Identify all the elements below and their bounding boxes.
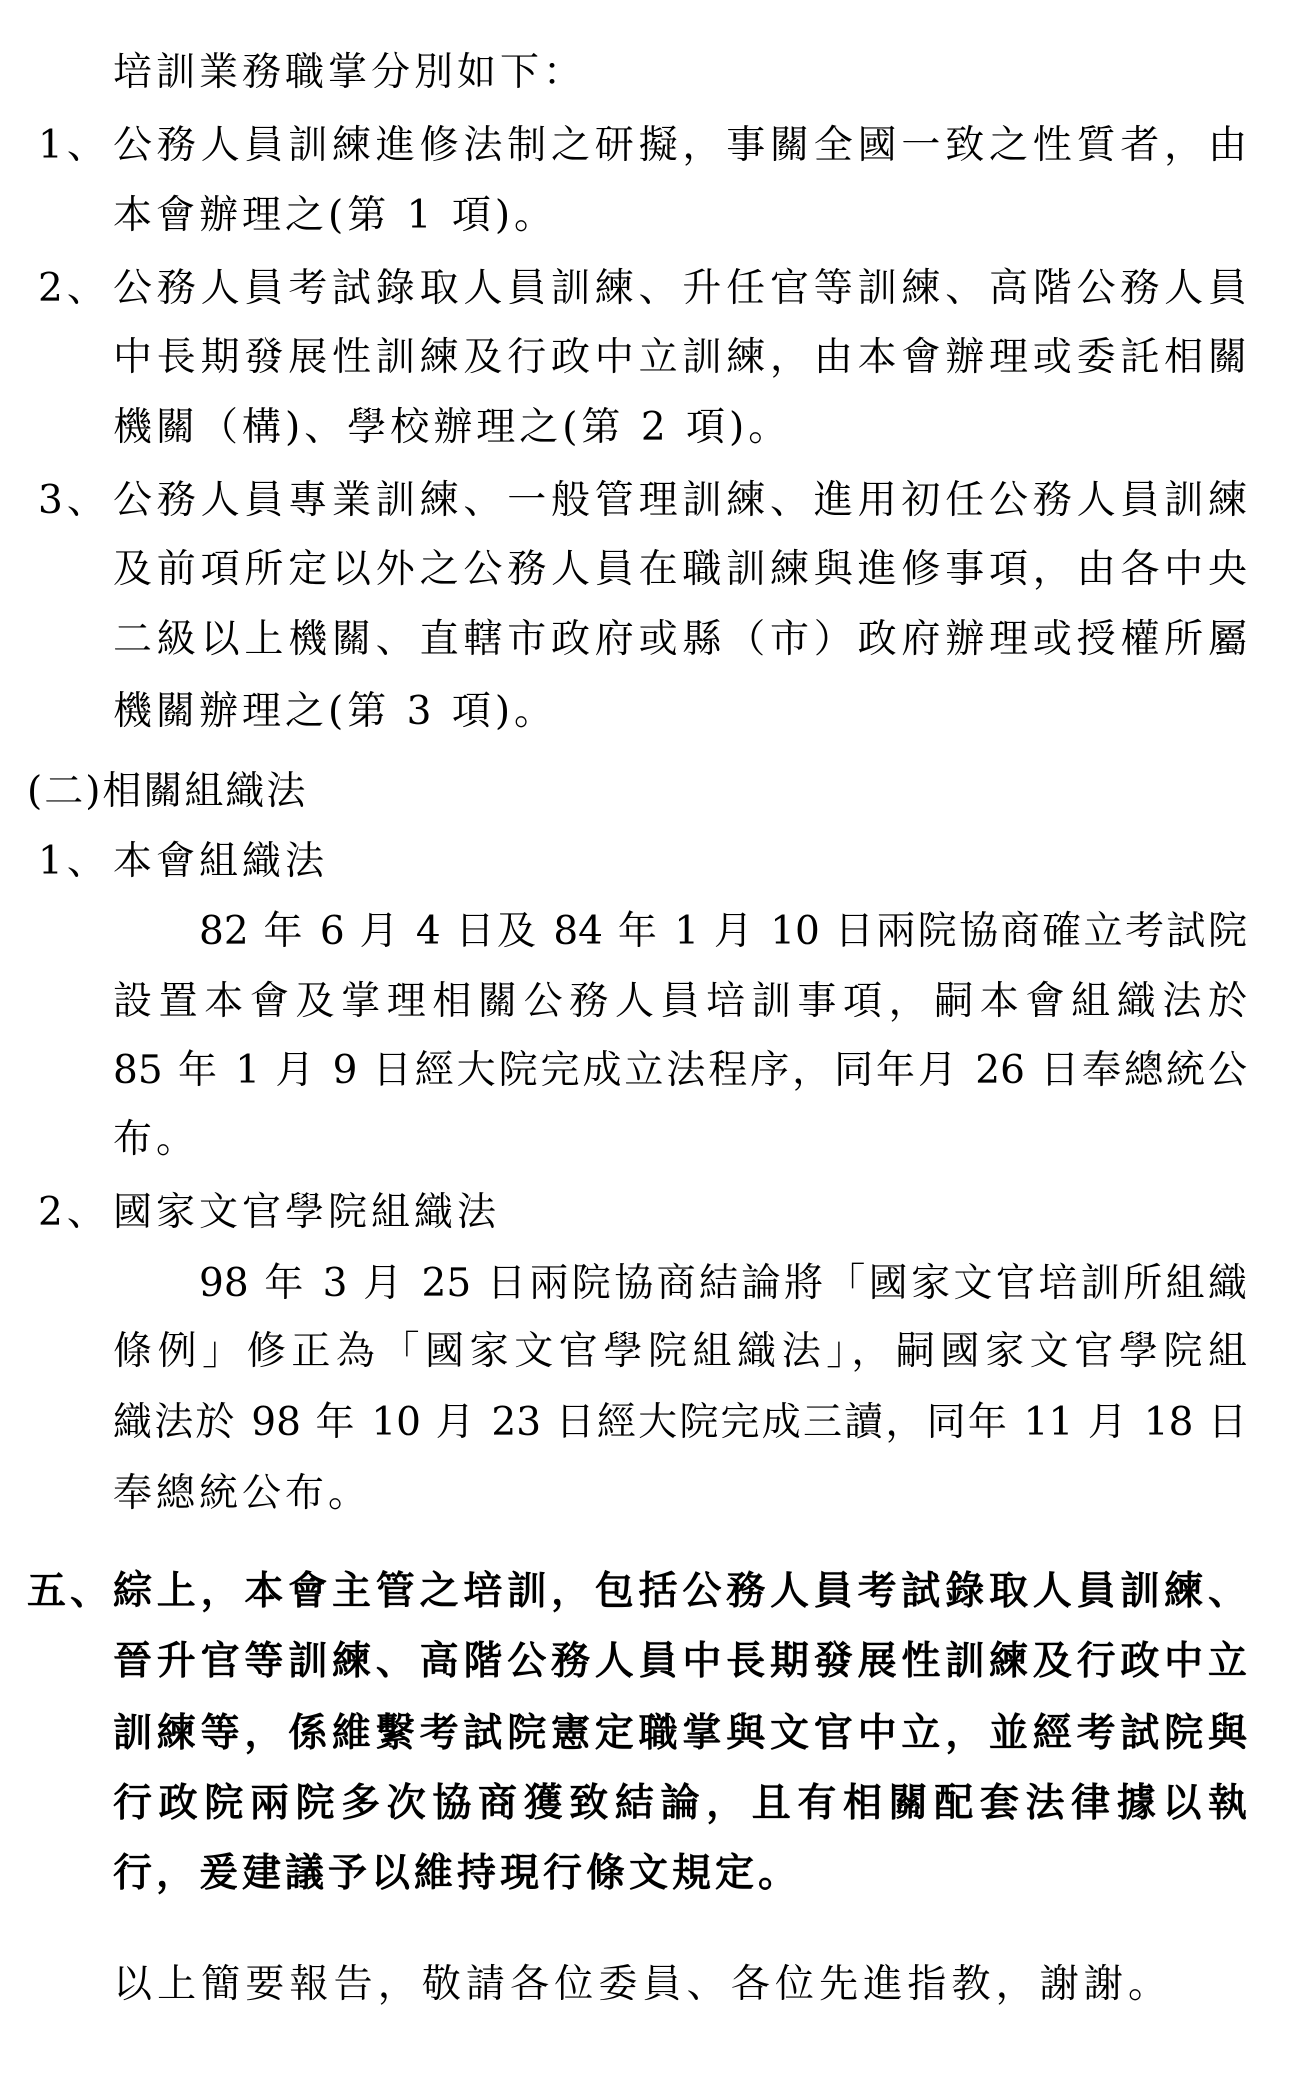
paragraph-line: 二級以上機關、直轄市政府或縣（市）政府辦理或授權所屬	[113, 617, 1247, 662]
conclusion-line: 晉升官等訓練、高階公務人員中長期發展性訓練及行政中立	[113, 1638, 1247, 1684]
conclusion-line: 行，爰建議予以維持現行條文規定。	[113, 1850, 802, 1896]
paragraph-line: 85 年 1 月 9 日經大院完成立法程序，同年月 26 日奉總統公	[113, 1048, 1247, 1093]
conclusion-line: 訓練等，係維繫考試院憲定職掌與文官中立，並經考試院與	[113, 1710, 1247, 1756]
item-number: 2、	[38, 266, 110, 311]
paragraph-line: 公務人員訓練進修法制之研擬，事關全國一致之性質者，由	[113, 123, 1247, 168]
paragraph-line: 中長期發展性訓練及行政中立訓練，由本會辦理或委託相關	[113, 335, 1247, 380]
paragraph-line: 及前項所定以外之公務人員在職訓練與進修事項，由各中央	[113, 547, 1247, 592]
paragraph-line: 98 年 3 月 25 日兩院協商結論將「國家文官培訓所組織	[199, 1261, 1247, 1306]
paragraph-line: 公務人員考試錄取人員訓練、升任官等訓練、高階公務人員	[113, 266, 1247, 311]
conclusion-line: 行政院兩院多次協商獲致結論，且有相關配套法律據以執	[113, 1780, 1247, 1826]
item-number: 2、	[38, 1190, 110, 1235]
paragraph-line: 機關（構)、學校辦理之(第 2 項)。	[113, 405, 792, 450]
paragraph-line: 條例」修正為「國家文官學院組織法」，嗣國家文官學院組	[113, 1329, 1247, 1374]
paragraph-line: 織法於 98 年 10 月 23 日經大院完成三讀，同年 11 月 18 日	[113, 1400, 1247, 1445]
paragraph-line: 奉總統公布。	[113, 1471, 372, 1516]
item-title: 國家文官學院組織法	[113, 1190, 501, 1235]
section-heading: (二)相關組織法	[27, 769, 308, 814]
intro-line: 培訓業務職掌分別如下：	[113, 50, 587, 95]
closing-line: 以上簡要報告，敬請各位委員、各位先進指教，謝謝。	[113, 1962, 1167, 2007]
paragraph-line: 82 年 6 月 4 日及 84 年 1 月 10 日兩院協商確立考試院	[199, 909, 1247, 954]
item-number: 1、	[38, 839, 110, 884]
item-title: 本會組織法	[113, 839, 329, 884]
paragraph-line: 布。	[113, 1117, 200, 1162]
conclusion-line: 綜上，本會主管之培訓，包括公務人員考試錄取人員訓練、	[113, 1568, 1247, 1614]
conclusion-number: 五、	[27, 1568, 114, 1614]
paragraph-line: 本會辦理之(第 1 項)。	[113, 193, 558, 238]
paragraph-line: 公務人員專業訓練、一般管理訓練、進用初任公務人員訓練	[113, 478, 1247, 523]
item-number: 3、	[38, 478, 110, 523]
item-number: 1、	[38, 123, 110, 168]
paragraph-line: 機關辦理之(第 3 項)。	[113, 689, 558, 734]
paragraph-line: 設置本會及掌理相關公務人員培訓事項，嗣本會組織法於	[113, 979, 1247, 1024]
